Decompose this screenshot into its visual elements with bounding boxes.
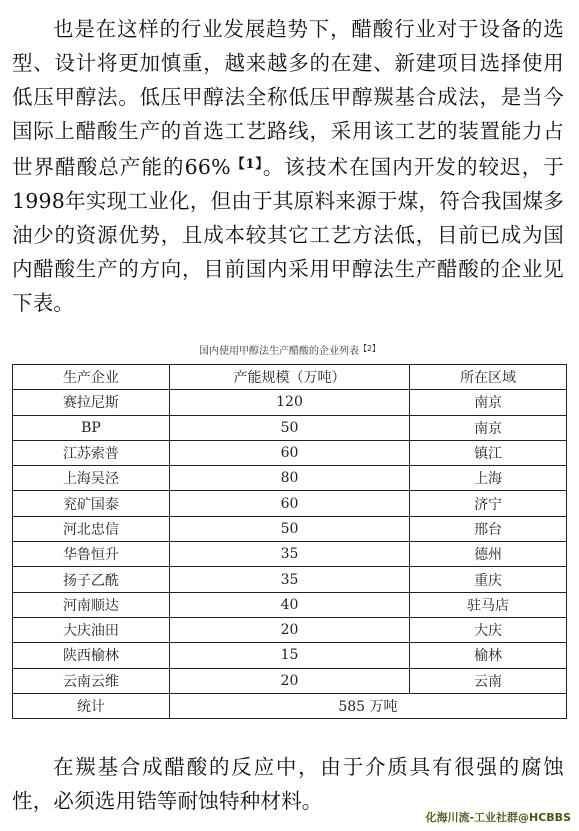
table-caption-text: 国内使用甲醇法生产醋酸的企业列表	[198, 346, 359, 357]
cell-capacity: 80	[169, 466, 409, 491]
table-row	[13, 542, 567, 567]
cell-capacity: 20	[169, 668, 409, 693]
cell-region: 大庆	[410, 617, 567, 642]
header-company: 生产企业	[13, 365, 170, 390]
cell-region: 德州	[410, 542, 567, 567]
cell-region: 邢台	[410, 516, 567, 541]
cell-company: 河南顺达	[13, 592, 170, 617]
cell-capacity: 60	[169, 440, 409, 465]
table-total-row	[13, 693, 567, 718]
total-value: 585 万吨	[169, 693, 566, 718]
cell-company: 华鲁恒升	[13, 542, 170, 567]
table-header-row	[13, 365, 567, 390]
cell-company: 上海吴泾	[13, 466, 170, 491]
cell-company: 赛拉尼斯	[13, 390, 170, 415]
table-row	[13, 592, 567, 617]
cell-company: 河北忠信	[13, 516, 170, 541]
table-row	[13, 491, 567, 516]
table-row	[13, 516, 567, 541]
cell-region: 南京	[410, 390, 567, 415]
cell-company: 云南云维	[13, 668, 170, 693]
table-row	[13, 643, 567, 668]
producer-table	[12, 364, 567, 719]
cell-region: 驻马店	[410, 592, 567, 617]
closing-paragraph: 在羰基合成醋酸的反应中，由于介质具有很强的腐蚀性，必须选用锆等耐蚀特种材料。	[12, 755, 564, 813]
cell-region: 云南	[410, 668, 567, 693]
intro-text-continued: 。该技术在国内开发的较迟，于1998年实现工业化，但由于其原料来源于煤，符合我国煤多油少的资源优势，且成本较其它工艺方法低，目前已成为国内醋酸生产的方向，目前国内采用甲醇法生产醋酸的企业见下表。	[12, 155, 564, 315]
table-caption	[0, 342, 579, 357]
cell-company: 江苏索普	[13, 440, 170, 465]
cell-region: 重庆	[410, 567, 567, 592]
cell-company: 扬子乙酰	[13, 567, 170, 592]
cell-capacity: 120	[169, 390, 409, 415]
cell-region: 济宁	[410, 491, 567, 516]
cell-capacity: 60	[169, 491, 409, 516]
cell-capacity: 35	[169, 567, 409, 592]
cell-capacity: 50	[169, 415, 409, 440]
table-row	[13, 390, 567, 415]
cell-company: BP	[13, 415, 170, 440]
cell-capacity: 20	[169, 617, 409, 642]
table-row	[13, 415, 567, 440]
header-capacity: 产能规模（万吨）	[169, 365, 409, 390]
cell-region: 镇江	[410, 440, 567, 465]
reference-marker-1[interactable]: 【1】	[230, 157, 263, 172]
cell-company: 兖矿国泰	[13, 491, 170, 516]
cell-region: 南京	[410, 415, 567, 440]
total-label: 统计	[13, 693, 170, 718]
cell-capacity: 35	[169, 542, 409, 567]
table-row	[13, 567, 567, 592]
reference-marker-2[interactable]: 【2】	[358, 344, 381, 353]
table-row	[13, 617, 567, 642]
table-row	[13, 668, 567, 693]
cell-region: 上海	[410, 466, 567, 491]
table-row	[13, 440, 567, 465]
cell-region: 榆林	[410, 643, 567, 668]
intro-text: 也是在这样的行业发展趋势下，醋酸行业对于设备的选型、设计将更加慎重，越来越多的在建、新建项目选择使用低压甲醇法。低压甲醇法全称低压甲醇羰基合成法，是当今国际上醋酸生产的首选工艺路线，采用该工艺的装置能力占世界醋酸总产能的66%	[12, 17, 564, 179]
watermark: 化海川流-工业社群@HCBBS	[425, 811, 571, 824]
cell-capacity: 15	[169, 643, 409, 668]
cell-capacity: 50	[169, 516, 409, 541]
table-row	[13, 466, 567, 491]
cell-company: 陕西榆林	[13, 643, 170, 668]
cell-company: 大庆油田	[13, 617, 170, 642]
header-region: 所在区域	[410, 365, 567, 390]
intro-paragraph	[12, 12, 564, 320]
cell-capacity: 40	[169, 592, 409, 617]
